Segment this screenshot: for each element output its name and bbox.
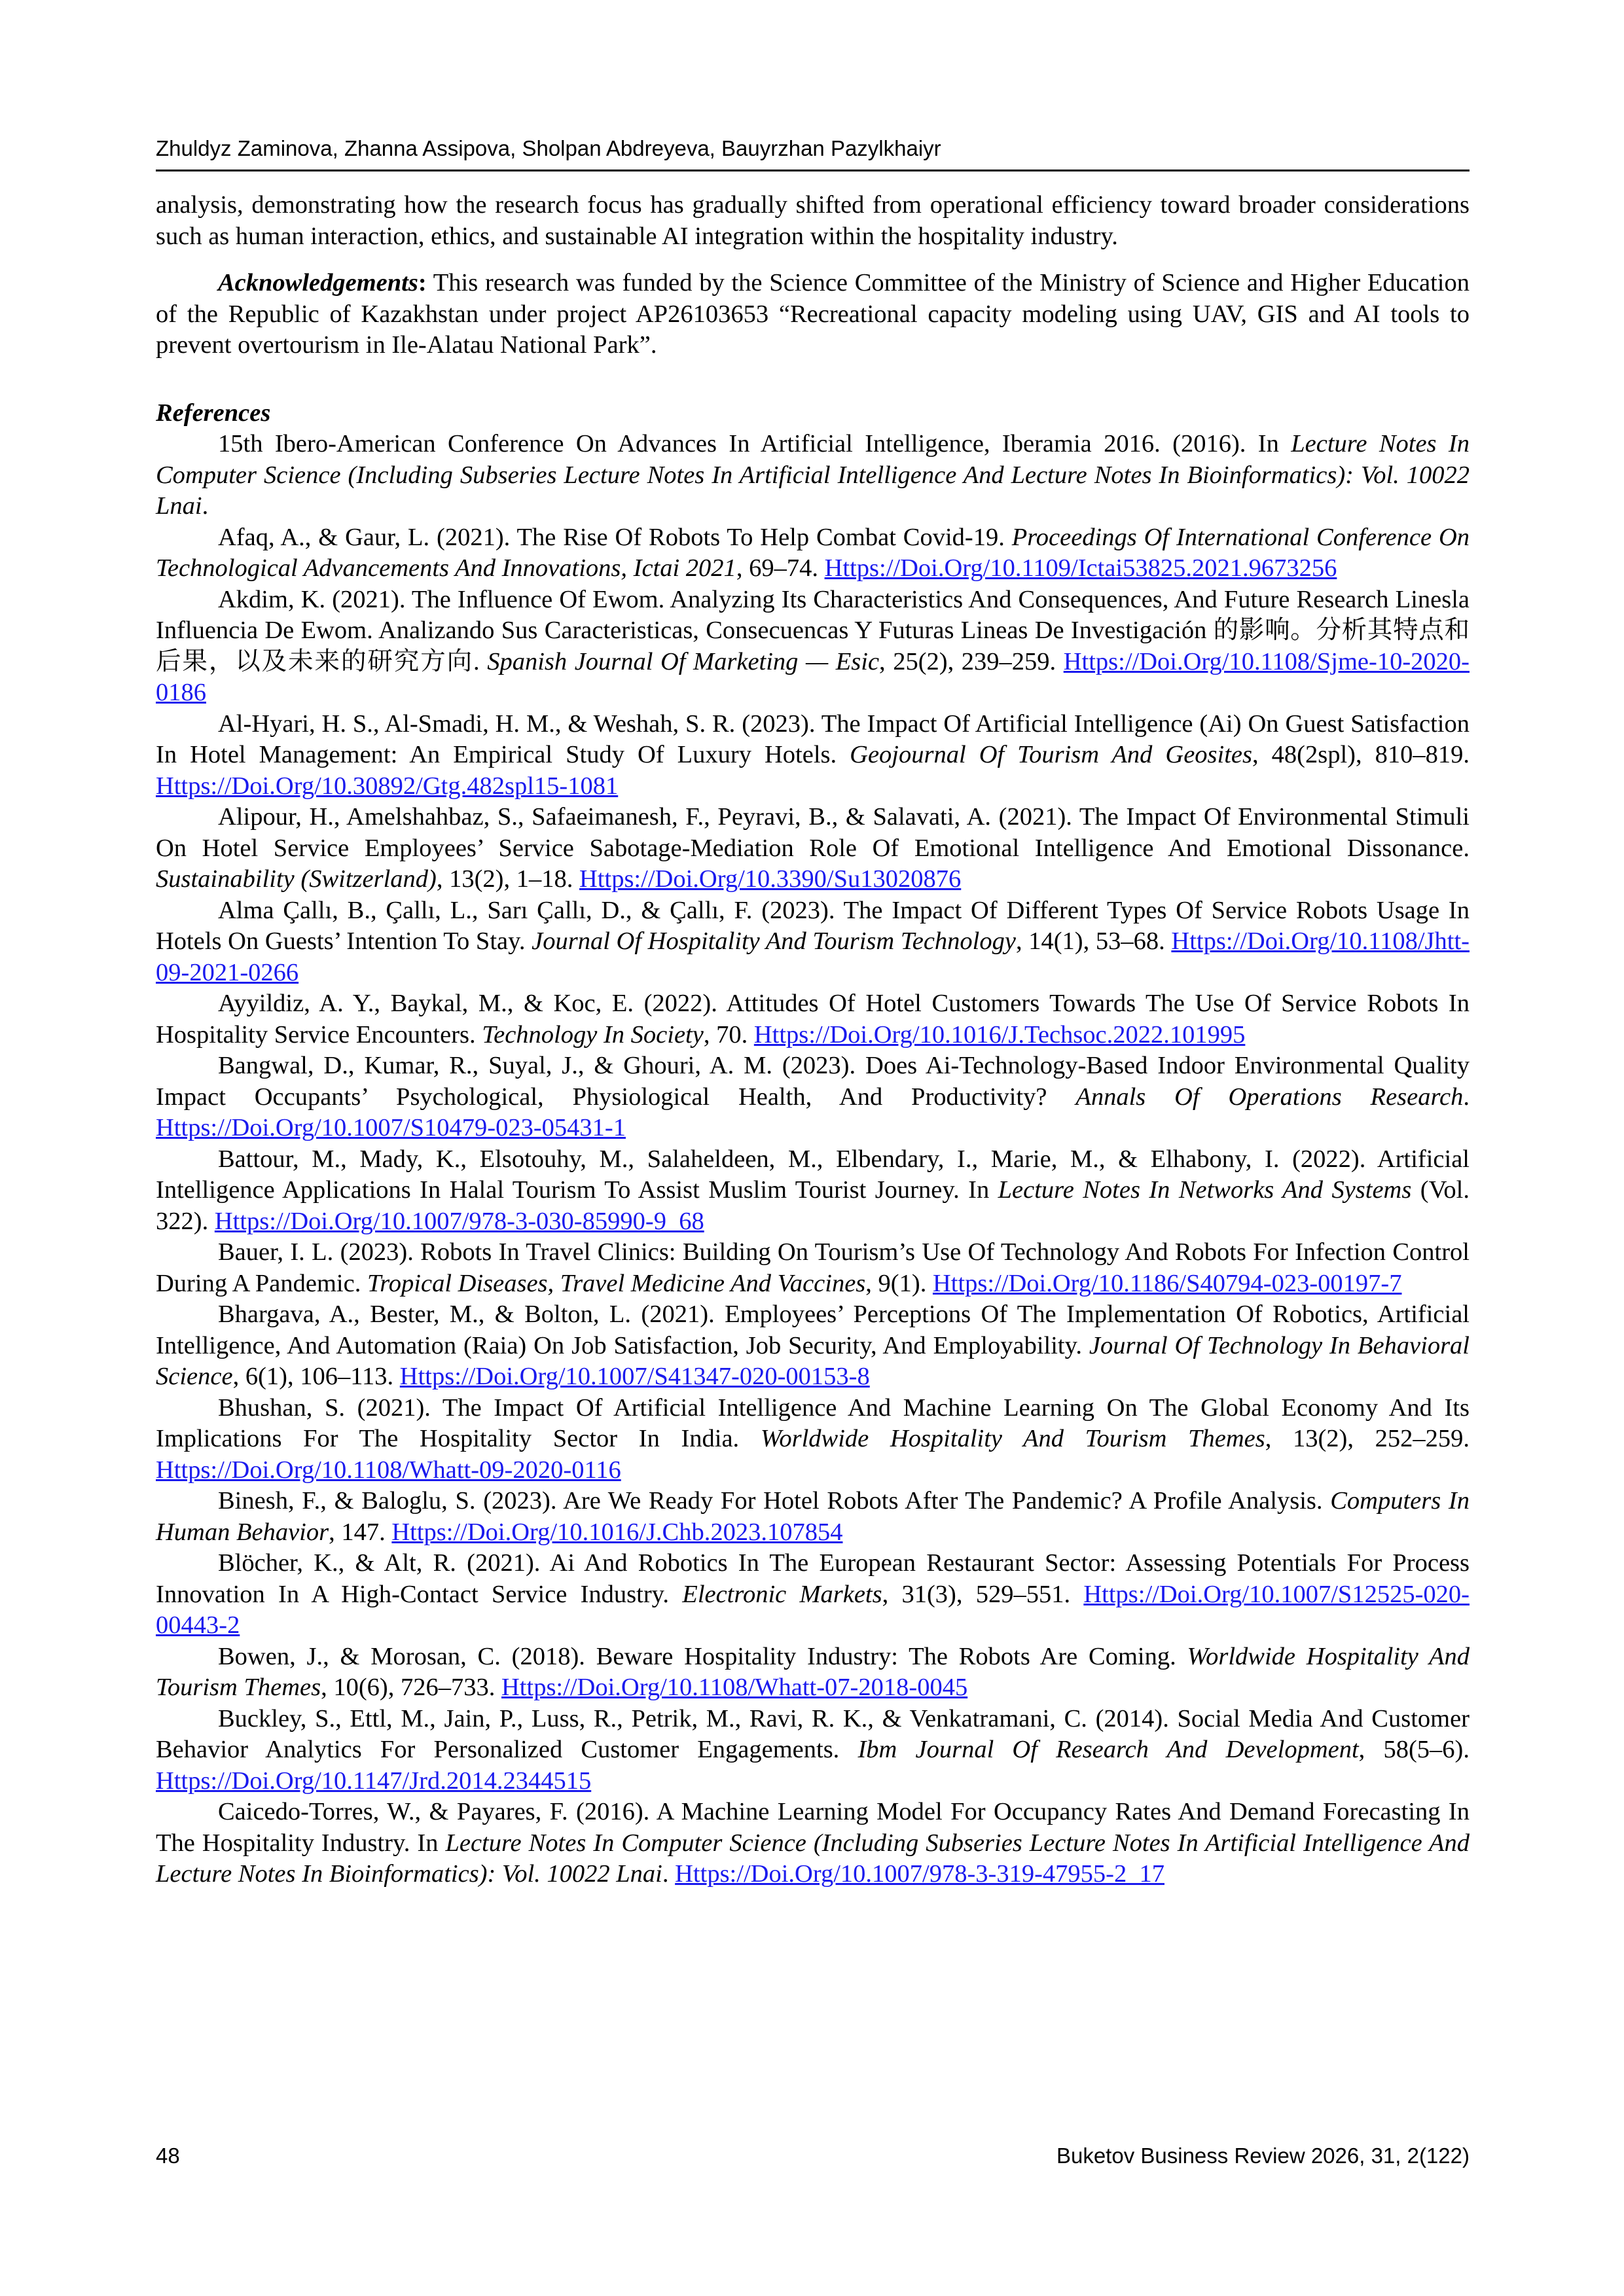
continuation-paragraph: analysis, demonstrating how the research focus has gradually shifted from operational efficiency toward broader considerations such as human interaction, ethics, and sustainable AI integration within the hospitality industry.	[156, 191, 1470, 250]
reference-text: Alipour, H., Amelshahbaz, S., Safaeimanesh, F., Peyravi, B., & Salavati, A. (2021). The Impact Of Environmental Stimuli On Hotel Service Employees’ Service Sabotage-Mediation Role Of Emotional Intelligence And Emotional Dissonance.	[156, 803, 1470, 862]
reference-details: , 14(1), 53–68.	[1015, 927, 1172, 955]
doi-link[interactable]: Https://Doi.Org/10.1016/J.Chb.2023.107854	[391, 1518, 843, 1546]
doi-link[interactable]: Https://Doi.Org/10.1186/S40794-023-00197-7	[932, 1269, 1402, 1297]
reference-item	[156, 1797, 1470, 1890]
reference-source: Ibm Journal Of Research And Development	[857, 1736, 1359, 1763]
reference-source: Geojournal Of Tourism And Geosites	[850, 741, 1253, 768]
reference-details: , 9(1).	[865, 1269, 933, 1297]
reference-details: , 147.	[329, 1518, 392, 1546]
reference-text: Bhargava, A., Bester, M., & Bolton, L. (2021). Employees’ Perceptions Of The Implementation Of Robotics, Artificial Intelligence, And Automation (Raia) On Job Satisfaction, Job Security, And Employability.	[156, 1300, 1470, 1359]
references-heading: References	[156, 399, 271, 427]
reference-item	[156, 1299, 1470, 1393]
page-footer	[156, 2142, 1470, 2170]
reference-text: Ayyildiz, A. Y., Baykal, M., & Koc, E. (2022). Attitudes Of Hotel Customers Towards The Use Of Service Robots In Hospitality Service Encounters.	[156, 990, 1470, 1049]
references-list	[156, 429, 1470, 1890]
reference-details: , 31(3), 529–551.	[882, 1580, 1084, 1608]
reference-text: Blöcher, K., & Alt, R. (2021). Ai And Robotics In The European Restaurant Sector: Assessing Potentials For Process Innovation In A High-Contact Service Industry.	[156, 1549, 1470, 1608]
acknowledgements-text: This research was funded by the Science Committee of the Ministry of Science and Higher Education of the Republic of Kazakhstan under project AP26103653 “Recreational capacity modeling using UAV, GIS and AI tools to prevent overtourism in Ile-Alatau National Park”.	[156, 269, 1470, 359]
running-header	[156, 134, 1470, 171]
reference-details: , 69–74.	[736, 554, 825, 582]
reference-item	[156, 1486, 1470, 1548]
doi-link[interactable]: Https://Doi.Org/10.1016/J.Techsoc.2022.101995	[753, 1020, 1246, 1049]
acknowledgements-colon: :	[418, 269, 427, 296]
header-authors: Zhuldyz Zaminova, Zhanna Assipova, Sholpan Abdreyeva, Bauyrzhan Pazylkhaiyr	[156, 136, 941, 160]
reference-text: Akdim, K. (2021). The Influence Of Ewom. Analyzing Its Characteristics And Consequences, And Future Research Linesla Influencia De Ewom. Analizando Sus Caracteristicas, Consecuencas Y Futuras Lineas De Investigación 的影响。分析其特点和后果，以及未来的研究方向.	[156, 585, 1470, 675]
doi-link[interactable]: Https://Doi.Org/10.1108/Sjme-10-2020-0186	[156, 647, 1470, 706]
reference-item	[156, 988, 1470, 1050]
doi-link[interactable]: Https://Doi.Org/10.1007/S12525-020-00443-2	[156, 1580, 1470, 1639]
reference-source: Lecture Notes In Computer Science (Including Subseries Lecture Notes In Artificial Intelligence And Lecture Notes In Bioinformatics): Vol. 10022 Lnai	[156, 1829, 1470, 1888]
reference-details: .	[202, 492, 209, 520]
reference-item	[156, 1548, 1470, 1641]
reference-source: Spanish Journal Of Marketing — Esic	[487, 647, 880, 675]
doi-link[interactable]: Https://Doi.Org/10.3390/Su13020876	[579, 865, 962, 893]
reference-details: , 13(2), 252–259.	[1265, 1425, 1470, 1452]
reference-item	[156, 802, 1470, 895]
reference-item	[156, 1641, 1470, 1704]
doi-link[interactable]: Https://Doi.Org/10.30892/Gtg.482spl15-1081	[156, 772, 619, 800]
reference-source: Proceedings Of International Conference On Technological Advancements And Innovations, Ictai 2021	[156, 523, 1470, 582]
reference-text: Al-Hyari, H. S., Al-Smadi, H. M., & Weshah, S. R. (2023). The Impact Of Artificial Intelligence (Ai) On Guest Satisfaction In Hotel Management: An Empirical Study Of Luxury Hotels.	[156, 709, 1470, 768]
reference-item	[156, 1144, 1470, 1238]
reference-text: Bauer, I. L. (2023). Robots In Travel Clinics: Building On Tourism’s Use Of Technology And Robots For Infection Control During A Pandemic.	[156, 1238, 1470, 1297]
doi-link[interactable]: Https://Doi.Org/10.1007/978-3-319-47955-2_17	[675, 1860, 1164, 1888]
doi-link[interactable]: Https://Doi.Org/10.1108/Whatt-07-2018-0045	[501, 1674, 968, 1701]
reference-item	[156, 1393, 1470, 1486]
reference-details: .	[662, 1860, 676, 1888]
reference-source: Sustainability (Switzerland)	[156, 865, 437, 893]
reference-source: Journal Of Hospitality And Tourism Technology	[532, 927, 1016, 955]
journal-citation: Buketov Business Review 2026, 31, 2(122)	[1056, 2144, 1470, 2168]
reference-source: Computers In Human Behavior	[156, 1487, 1470, 1546]
doi-link[interactable]: Https://Doi.Org/10.1108/Jhtt-09-2021-0266	[156, 927, 1470, 986]
reference-details: , 70.	[703, 1020, 754, 1049]
reference-text: Bangwal, D., Kumar, R., Suyal, J., & Ghouri, A. M. (2023). Does Ai-Technology-Based Indoor Environmental Quality Impact Occupants’ Psychological, Physiological Health, And Productivity?	[156, 1052, 1470, 1111]
doi-link[interactable]: Https://Doi.Org/10.1007/S10479-023-05431-1	[156, 1114, 626, 1141]
reference-text: Alma Çallı, B., Çallı, L., Sarı Çallı, D., & Çallı, F. (2023). The Impact Of Different Types Of Service Robots Usage In Hotels On Guests’ Intention To Stay.	[156, 896, 1470, 955]
doi-link[interactable]: Https://Doi.Org/10.1007/S41347-020-00153-8	[399, 1363, 870, 1390]
reference-source: Worldwide Hospitality And Tourism Themes	[156, 1642, 1470, 1701]
reference-item	[156, 895, 1470, 989]
reference-source: Technology In Society	[482, 1020, 704, 1049]
reference-source: Worldwide Hospitality And Tourism Themes	[760, 1425, 1265, 1452]
reference-text: Battour, M., Mady, K., Elsotouhy, M., Salaheldeen, M., Elbendary, I., Marie, M., & Elhabony, I. (2022). Artificial Intelligence Applications In Halal Tourism To Assist Muslim Tourist Journey. In	[156, 1145, 1470, 1204]
reference-item	[156, 522, 1470, 584]
reference-text: 15th Ibero-American Conference On Advances In Artificial Intelligence, Iberamia 2016. (2016). In	[218, 430, 1291, 457]
page-body	[156, 190, 1470, 1890]
reference-details: , 13(2), 1–18.	[436, 865, 579, 893]
reference-source: Journal Of Technology In Behavioral Science	[156, 1331, 1470, 1390]
reference-text: Binesh, F., & Baloglu, S. (2023). Are We Ready For Hotel Robots After The Pandemic? A Profile Analysis.	[218, 1487, 1331, 1515]
reference-source: Lecture Notes In Networks And Systems	[998, 1176, 1412, 1204]
reference-details: , 48(2spl), 810–819.	[1252, 741, 1470, 768]
acknowledgements-paragraph	[156, 268, 1470, 361]
doi-link[interactable]: Https://Doi.Org/10.1007/978-3-030-85990-9_68	[214, 1207, 704, 1235]
reference-text: Buckley, S., Ettl, M., Jain, P., Luss, R., Petrik, M., Ravi, R. K., & Venkatramani, C. (2014). Social Media And Customer Behavior Analytics For Personalized Customer Engagements.	[156, 1704, 1470, 1763]
reference-item	[156, 1237, 1470, 1299]
reference-source: Tropical Diseases, Travel Medicine And Vaccines	[367, 1269, 866, 1297]
doi-link[interactable]: Https://Doi.Org/10.1108/Whatt-09-2020-0116	[156, 1456, 621, 1484]
reference-text: Caicedo-Torres, W., & Payares, F. (2016). A Machine Learning Model For Occupancy Rates And Demand Forecasting In The Hospitality Industry. In	[156, 1798, 1470, 1857]
reference-details: .	[1463, 1083, 1470, 1111]
reference-details: , 10(6), 726–733.	[321, 1674, 501, 1701]
reference-details: , 58(5–6).	[1358, 1736, 1470, 1763]
reference-details: (Vol. 322).	[156, 1176, 1470, 1235]
reference-details: , 6(1), 106–113.	[232, 1363, 400, 1390]
doi-link[interactable]: Https://Doi.Org/10.1147/Jrd.2014.2344515	[156, 1767, 592, 1795]
doi-link[interactable]: Https://Doi.Org/10.1109/Ictai53825.2021.9673256	[824, 554, 1337, 582]
reference-item	[156, 1704, 1470, 1797]
acknowledgements-label: Acknowledgements	[218, 269, 418, 296]
reference-source: Electronic Markets	[682, 1580, 882, 1608]
reference-item	[156, 584, 1470, 709]
reference-item	[156, 709, 1470, 802]
reference-details: , 25(2), 239–259.	[879, 647, 1064, 675]
reference-text: Bowen, J., & Morosan, C. (2018). Beware Hospitality Industry: The Robots Are Coming.	[218, 1642, 1187, 1670]
reference-text: Bhushan, S. (2021). The Impact Of Artificial Intelligence And Machine Learning On The Global Economy And Its Implications For The Hospitality Sector In India.	[156, 1393, 1470, 1452]
reference-source: Annals Of Operations Research	[1075, 1083, 1464, 1111]
reference-text: Afaq, A., & Gaur, L. (2021). The Rise Of Robots To Help Combat Covid-19.	[218, 523, 1012, 551]
reference-source: Lecture Notes In Computer Science (Including Subseries Lecture Notes In Artificial Intelligence And Lecture Notes In Bioinformatics): Vol. 10022 Lnai	[156, 430, 1470, 520]
reference-item	[156, 1050, 1470, 1144]
page-number: 48	[156, 2144, 180, 2168]
reference-item	[156, 429, 1470, 522]
